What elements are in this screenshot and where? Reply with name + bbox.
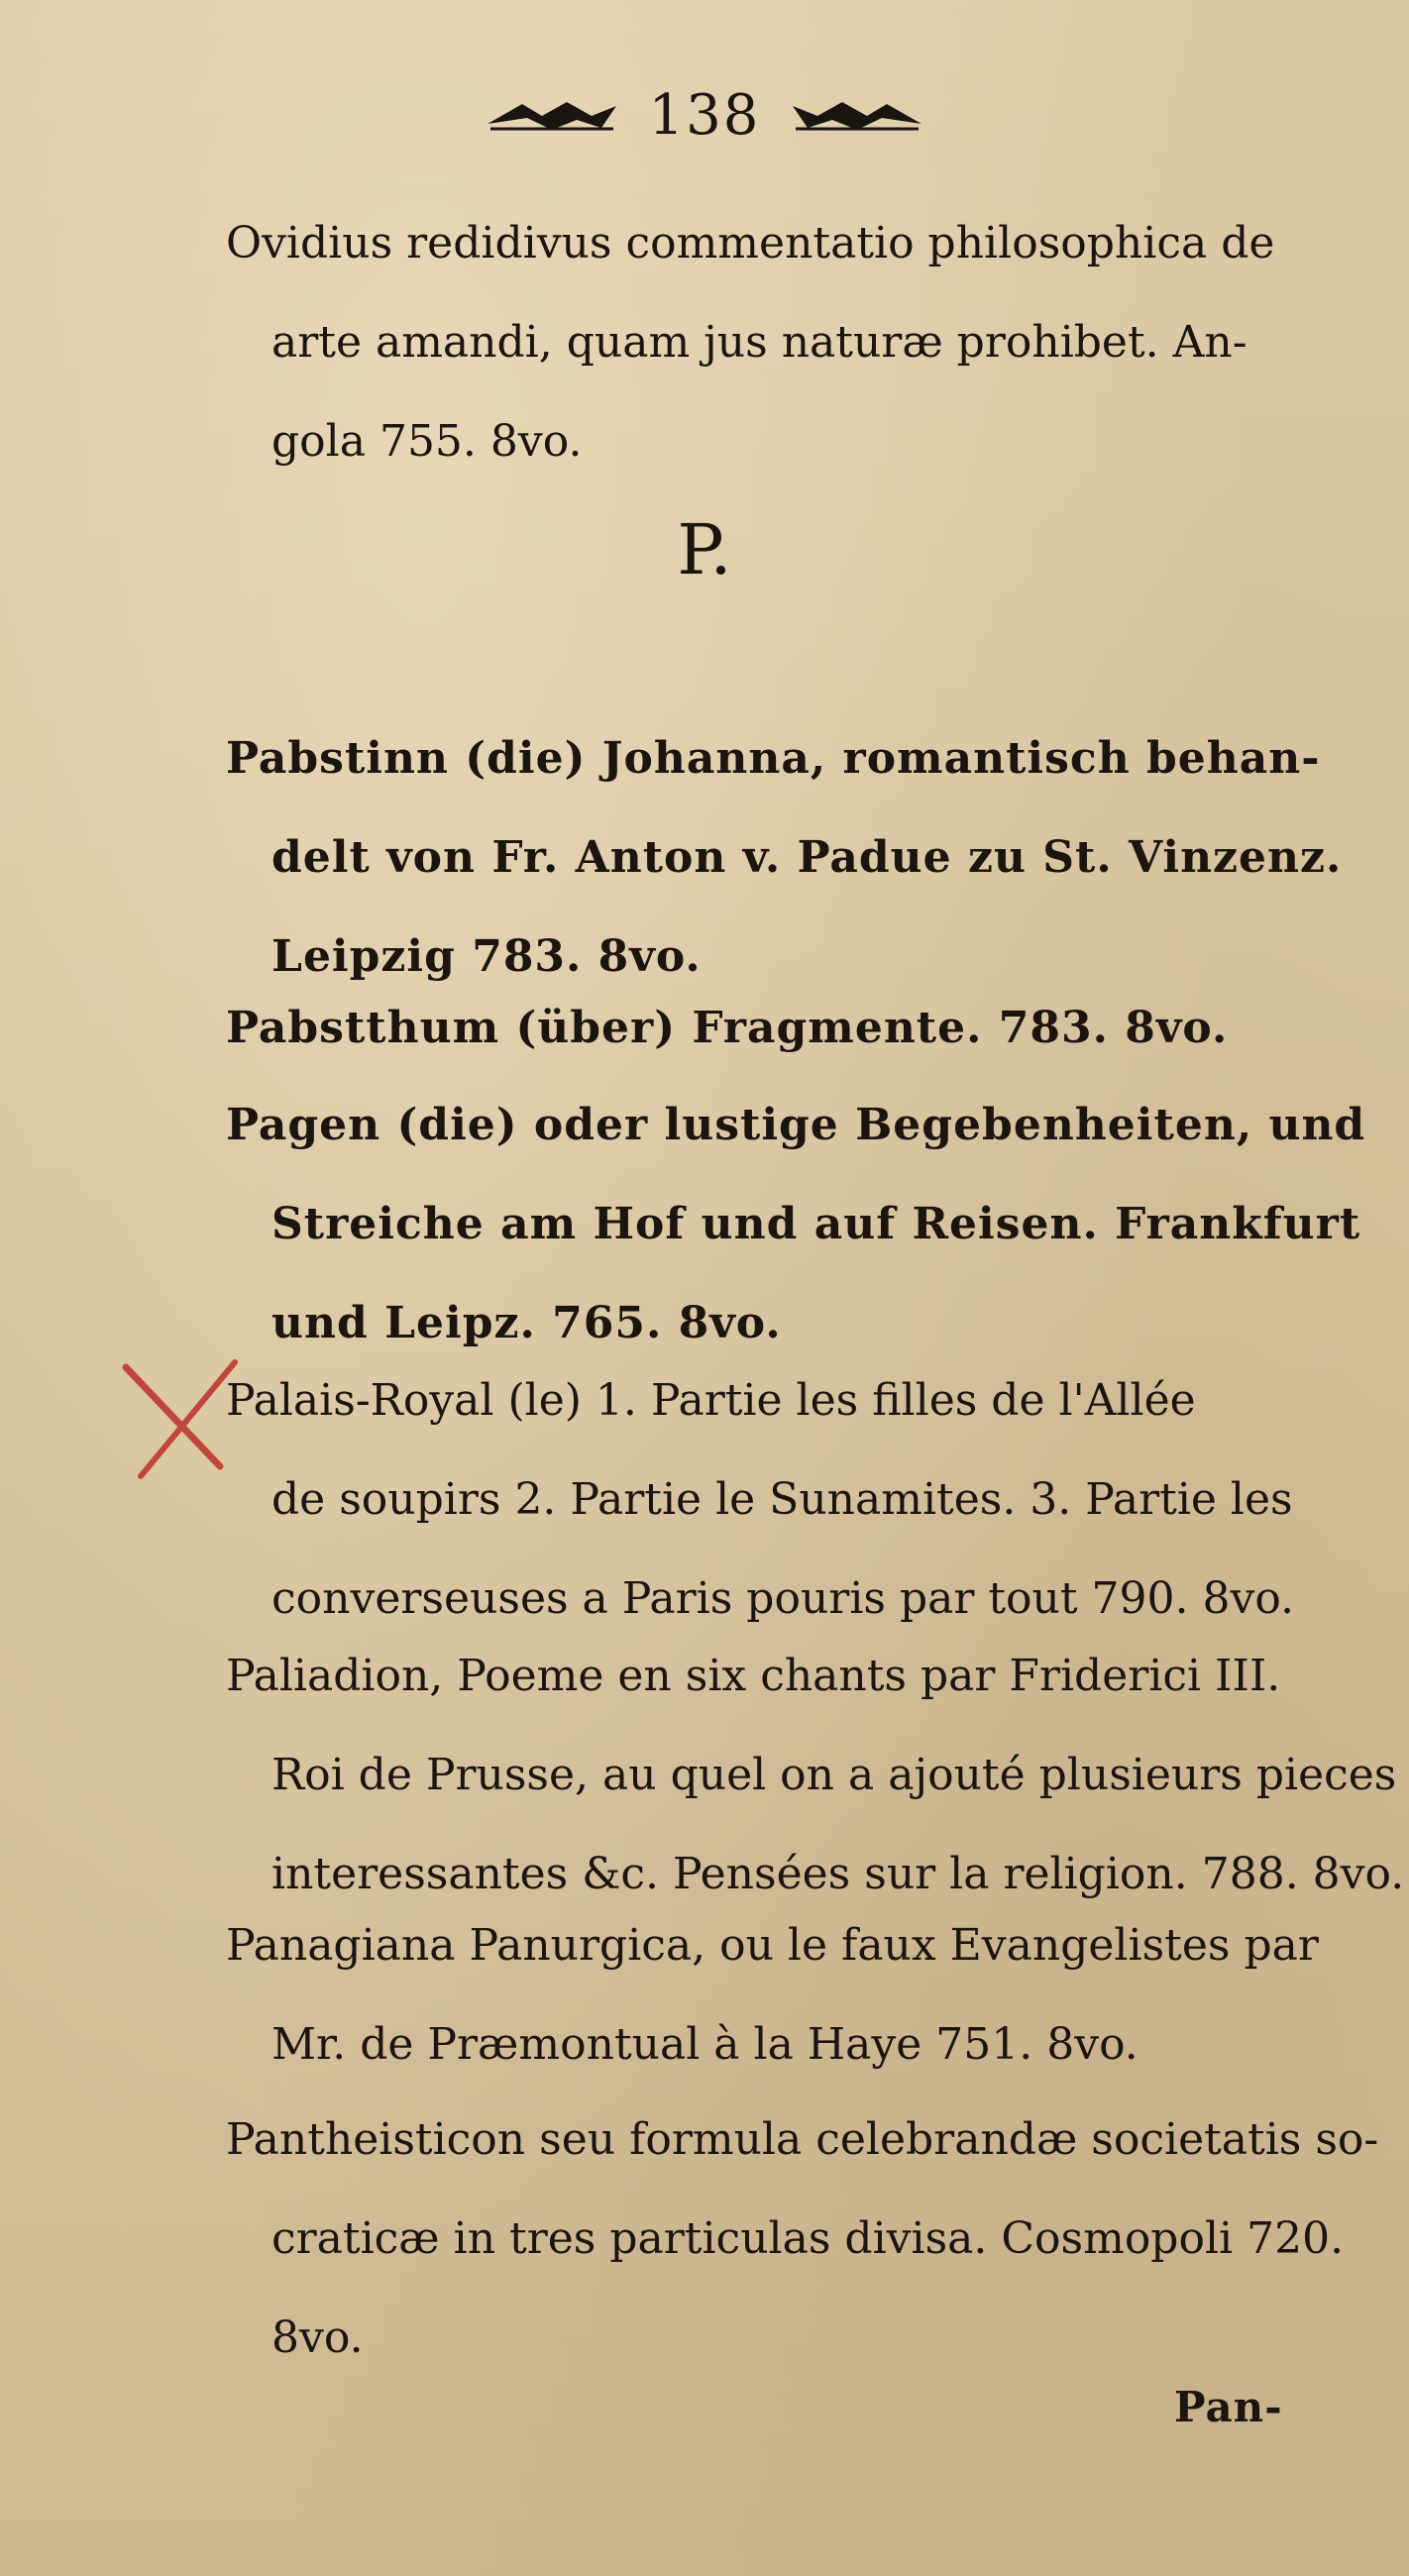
entry-line: craticæ in tres particulas divisa. Cosmopoli 720. [271, 2213, 1345, 2264]
bibliography-entry [226, 194, 1336, 491]
left-ornament-icon [483, 96, 621, 136]
entry-line: Pabstthum (über) Fragmente. 783. 8vo. [226, 1003, 1229, 1053]
catchword: Pan- [1174, 2383, 1283, 2431]
entry-line: converseuses a Paris pouris par tout 790. 8vo. [271, 1573, 1295, 1624]
page-number: 138 [648, 83, 761, 148]
entry-line: delt von Fr. Anton v. Padue zu St. Vinzenz. [271, 832, 1343, 883]
bibliography-entry [226, 1076, 1366, 1373]
bibliography-entry [226, 709, 1343, 1007]
entry-line: Paliadion, Poeme en six chants par Friderici III. [226, 1651, 1281, 1701]
bibliography-entry [226, 1896, 1336, 2094]
entry-line: und Leipz. 765. 8vo. [271, 1298, 782, 1348]
entry-line: arte amandi, quam jus naturæ prohibet. An- [271, 317, 1247, 368]
entry-line: Roi de Prusse, au quel on a ajouté plusieurs pieces [271, 1750, 1397, 1800]
bibliography-entry [226, 1627, 1405, 1924]
bibliography-entry [226, 979, 1336, 1078]
entry-line: Ovidius redidivus commentatio philosophica de [226, 218, 1275, 268]
entry-line: 8vo. [271, 2312, 364, 2363]
entry-line: Pabstinn (die) Johanna, romantisch behan- [226, 733, 1321, 784]
page-header [0, 71, 1409, 161]
entry-line: Leipzig 783. 8vo. [271, 931, 702, 982]
entry-line: Mr. de Præmontual à la Haye 751. 8vo. [271, 2019, 1138, 2070]
entry-line: gola 755. 8vo. [271, 416, 583, 467]
entry-line: Streiche am Hof und auf Reisen. Frankfurt [271, 1199, 1361, 1249]
bibliography-entry [226, 1351, 1336, 1649]
entry-line: Panagiana Panurgica, ou le faux Evangelistes par [226, 1920, 1319, 1971]
entry-line: de soupirs 2. Partie le Sunamites. 3. Partie les [271, 1474, 1293, 1525]
section-letter: P. [677, 509, 732, 590]
entry-line: Pagen (die) oder lustige Begebenheiten, und [226, 1100, 1366, 1150]
entry-line: interessantes &c. Pensées sur la religion. 788. 8vo. [271, 1849, 1405, 1899]
entry-line: Palais-Royal (le) 1. Partie les filles de l'Allée [226, 1375, 1196, 1426]
entry-line: Pantheisticon seu formula celebrandæ societatis so- [226, 2114, 1379, 2165]
bibliography-entry [226, 2091, 1379, 2388]
right-ornament-icon [788, 96, 926, 136]
